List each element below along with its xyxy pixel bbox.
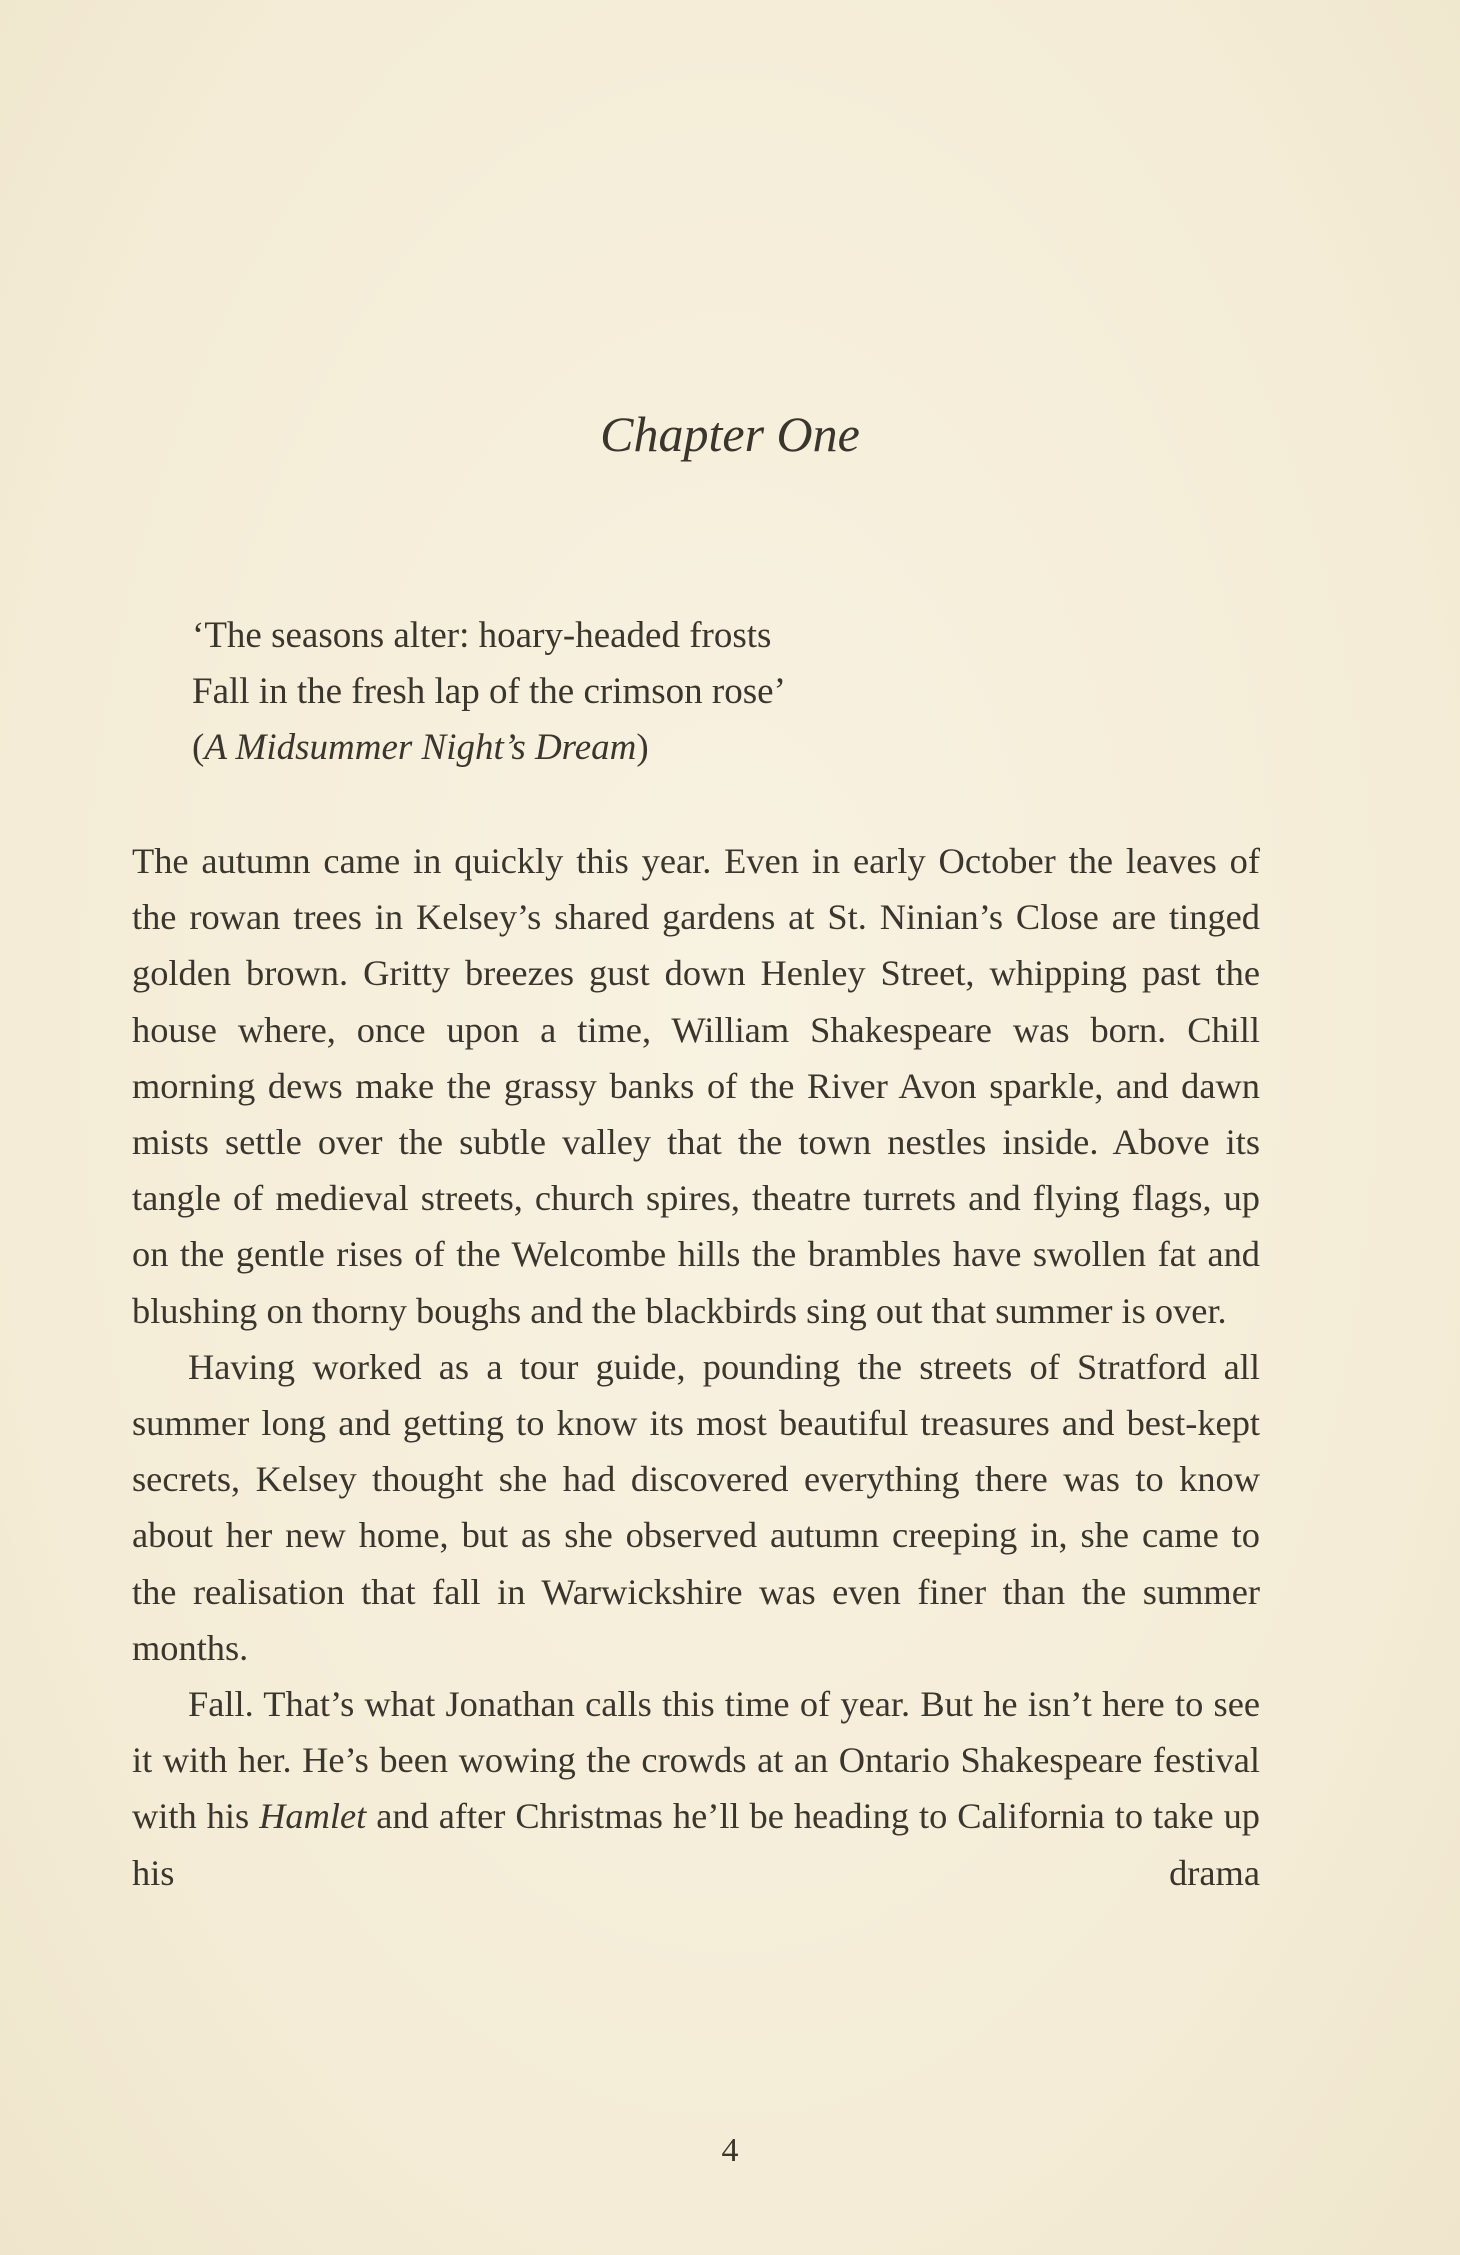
- chapter-title: Chapter One: [600, 406, 860, 462]
- page-number: 4: [721, 2132, 739, 2169]
- paragraph-2: Having worked as a tour guide, pounding the streets of Stratford all summer long and getting to know its most beautiful treasures and best-kept secrets, Kelsey thought she had discovered everything there was to know about her new home, but as she observed autumn creeping in, she came to the realisation that fall in Warwickshire was even finer than the summer months.: [132, 1346, 1260, 1668]
- epigraph-line-2: Fall in the fresh lap of the crimson rose’: [192, 671, 786, 712]
- paragraph-3-text-a: Fall. That’s what Jonathan calls this time of year. But he isn’t here to see it with her. He’s been wowing the crowds at an Ontario Shakespeare festival with his: [132, 1684, 1260, 1837]
- epigraph-source-open: (: [192, 727, 205, 768]
- paragraph-3-text-b: and after Christmas he’ll be heading to California to take up his drama: [132, 1796, 1260, 1893]
- epigraph-source-title: A Midsummer Night’s Dream: [204, 727, 637, 768]
- epigraph: [192, 608, 1192, 776]
- epigraph-source-close: ): [636, 727, 649, 768]
- paragraph-3: [132, 1676, 1260, 1901]
- epigraph-source: [192, 720, 1192, 776]
- epigraph-line-1: ‘The seasons alter: hoary-headed frosts: [192, 615, 772, 656]
- body-text: [132, 833, 1260, 1901]
- paragraph-1: The autumn came in quickly this year. Even in early October the leaves of the rowan trees in Kelsey’s shared gardens at St. Ninian’s Close are tinged golden brown. Gritty breezes gust down Henley Street, whipping past the house where, once upon a time, William Shakespeare was born. Chill morning dews make the grassy banks of the River Avon sparkle, and dawn mists settle over the subtle valley that the town nestles inside. Above its tangle of medieval streets, church spires, theatre turrets and flying flags, up on the gentle rises of the Welcombe hills the brambles have swollen fat and blushing on thorny boughs and the blackbirds sing out that summer is over.: [132, 841, 1260, 1331]
- paragraph-3-emphasis: Hamlet: [259, 1796, 367, 1837]
